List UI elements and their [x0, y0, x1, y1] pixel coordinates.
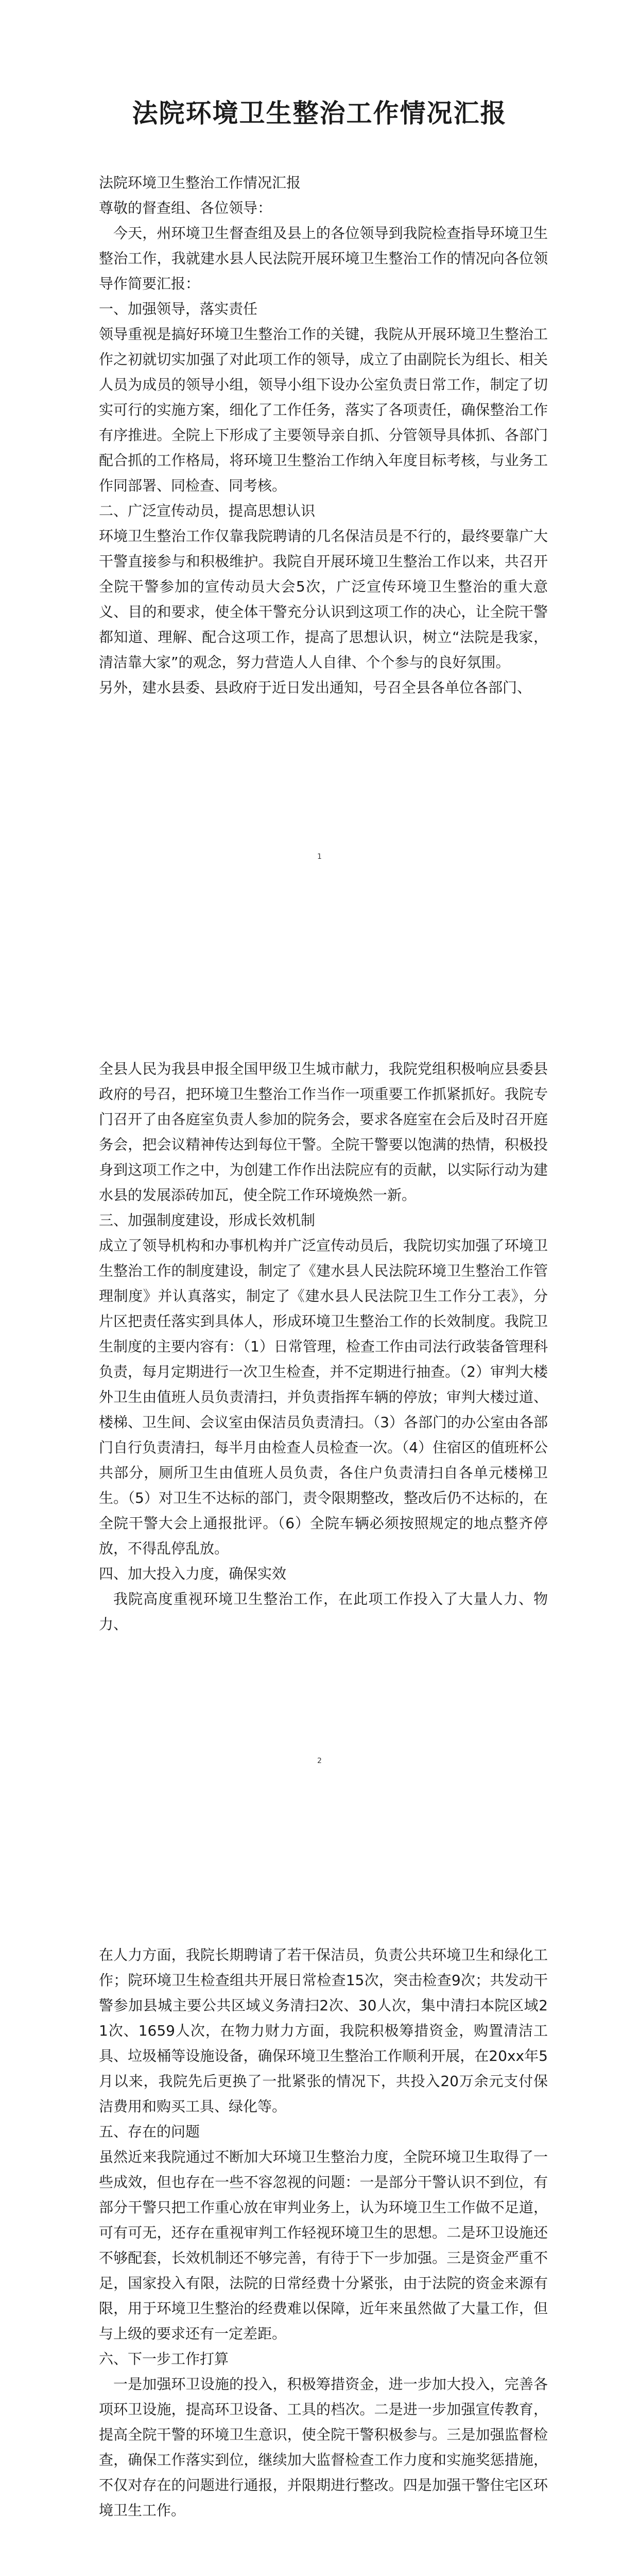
page-2-body	[99, 1056, 548, 1637]
page-number-1: 1	[317, 853, 322, 861]
paragraph-section-4: 我院高度重视环境卫生整治工作，在此项工作投入了大量人力、物力、	[99, 1590, 548, 1633]
section-heading-2: 二、广泛宣传动员，提高思想认识	[99, 502, 316, 519]
page-3-body	[99, 1942, 548, 2523]
paragraph-subtitle: 法院环境卫生整治工作情况汇报	[99, 174, 301, 191]
paragraph-salutation: 尊敬的督查组、各位领导：	[99, 199, 272, 216]
paragraph-section-2-continued: 另外，建水县委、县政府于近日发出通知，号召全县各单位各部门、	[99, 679, 532, 696]
document-title: 法院环境卫生整治工作情况汇报	[132, 98, 507, 128]
paragraph-section-5: 虽然近来我院通过不断加大环境卫生整治力度，全院环境卫生取得了一些成效，但也存在一些不容忽视的问题：一是部分干警认识不到位，有部分干警只把工作重心放在审判业务上，认为环境卫生工作做不足道，可有可无，还存在重视审判工作轻视环境卫生的思想。二是环卫设施还不够配套，长效机制还不够完善，有待于下一步加强。三是资金严重不足，国家投入有限，法院的日常经费十分紧张，由于法院的资金来源有限，用于环境卫生整治的经费难以保障，近年来虽然做了大量工作，但与上级的要求还有一定差距。	[99, 2148, 548, 2342]
section-heading-5: 五、存在的问题	[99, 2123, 200, 2140]
paragraph-section-6: 一是加强环卫设施的投入，积极筹措资金，进一步加大投入，完善各项环卫设施，提高环卫设备、工具的档次。二是进一步加强宣传教育，提高全院干警的环境卫生意识，使全院干警积极参与。三是加强监督检查，确保工作落实到位，继续加大监督检查工作力度和实施奖惩措施，不仅对存在的问题进行通报，并限期进行整改。四是加强干警住宅区环境卫生工作。	[99, 2376, 548, 2519]
section-heading-6: 六、下一步工作打算	[99, 2350, 229, 2367]
paragraph-intro: 今天，州环境卫生督查组及县上的各位领导到我院检查指导环境卫生整治工作，我就建水县人民法院开展环境卫生整治工作的情况向各位领导作简要汇报：	[99, 225, 548, 292]
page-number-2: 2	[317, 1757, 322, 1765]
page-1-body	[99, 170, 548, 700]
paragraph-section-3: 成立了领导机构和办事机构并广泛宣传动员后，我院切实加强了环境卫生整治工作的制度建设，制定了《建水县人民法院环境卫生整治工作管理制度》并认真落实，制定了《建水县人民法院卫生工作分工表》，分片区把责任落实到具体人，形成环境卫生整治工作的长效制度。我院卫生制度的主要内容有：（1）日常管理，检查工作由司法行政装备管理科负责，每月定期进行一次卫生检查，并不定期进行抽查。（2）审判大楼外卫生由值班人员负责清扫，并负责指挥车辆的停放；审判大楼过道、楼梯、卫生间、会议室由保洁员负责清扫。（3）各部门的办公室由各部门自行负责清扫，每半月由检查人员检查一次。（4）住宿区的值班杯公共部分，厕所卫生由值班人员负责，各住户负责清扫自各单元楼梯卫生。（5）对卫生不达标的部门，责令限期整改，整改后仍不达标的，在全院干警大会上通报批评。（6）全院车辆必须按照规定的地点整齐停放，不得乱停乱放。	[99, 1237, 548, 1557]
section-heading-3: 三、加强制度建设，形成长效机制	[99, 1212, 316, 1229]
paragraph-section-2: 环境卫生整治工作仅靠我院聘请的几名保洁员是不行的，最终要靠广大干警直接参与和积极维护。我院自开展环境卫生整治工作以来，共召开全院干警参加的宣传动员大会5次，广泛宣传环境卫生整治的重大意义、目的和要求，使全体干警充分认识到这项工作的决心，让全院干警都知道、理解、配合这项工作，提高了思想认识，树立“法院是我家，清洁靠大家”的观念，努力营造人人自律、个个参与的良好氛围。	[99, 528, 548, 671]
section-heading-1: 一、加强领导，落实责任	[99, 300, 258, 317]
paragraph-continuation: 全县人民为我县申报全国甲级卫生城市献力，我院党组积极响应县委县政府的号召，把环境卫生整治工作当作一项重要工作抓紧抓好。我院专门召开了由各庭室负责人参加的院务会，要求各庭室在会后及时召开庭务会，把会议精神传达到每位干警。全院干警要以饱满的热情，积极投身到这项工作之中，为创建工作作出法院应有的贡献，以实际行动为建水县的发展添砖加瓦，使全院工作环境焕然一新。	[99, 1060, 548, 1204]
paragraph-section-1: 领导重视是搞好环境卫生整治工作的关键，我院从开展环境卫生整治工作之初就切实加强了对此项工作的领导，成立了由副院长为组长、相关人员为成员的领导小组，领导小组下设办公室负责日常工作，制定了切实可行的实施方案，细化了工作任务，落实了各项责任，确保整治工作有序推进。全院上下形成了主要领导亲自抓、分管领导具体抓、各部门配合抓的工作格局，将环境卫生整治工作纳入年度目标考核，与业务工作同部署、同检查、同考核。	[99, 326, 548, 494]
paragraph-continuation-2: 在人力方面，我院长期聘请了若干保洁员，负责公共环境卫生和绿化工作；院环境卫生检查组共开展日常检查15次，突击检查9次；共发动干警参加县城主要公共区域义务清扫2次、30人次，集中清扫本院区域21次、1659人次，在物力财力方面，我院积极筹措资金，购置清洁工具、垃圾桶等设施设备，确保环境卫生整治工作顺利开展，在20xx年5月以来，我院先后更换了一批紧张的情况下，共投入20万余元支付保洁费用和购买工具、绿化等。	[99, 1946, 548, 2115]
section-heading-4: 四、加大投入力度，确保实效	[99, 1565, 287, 1582]
